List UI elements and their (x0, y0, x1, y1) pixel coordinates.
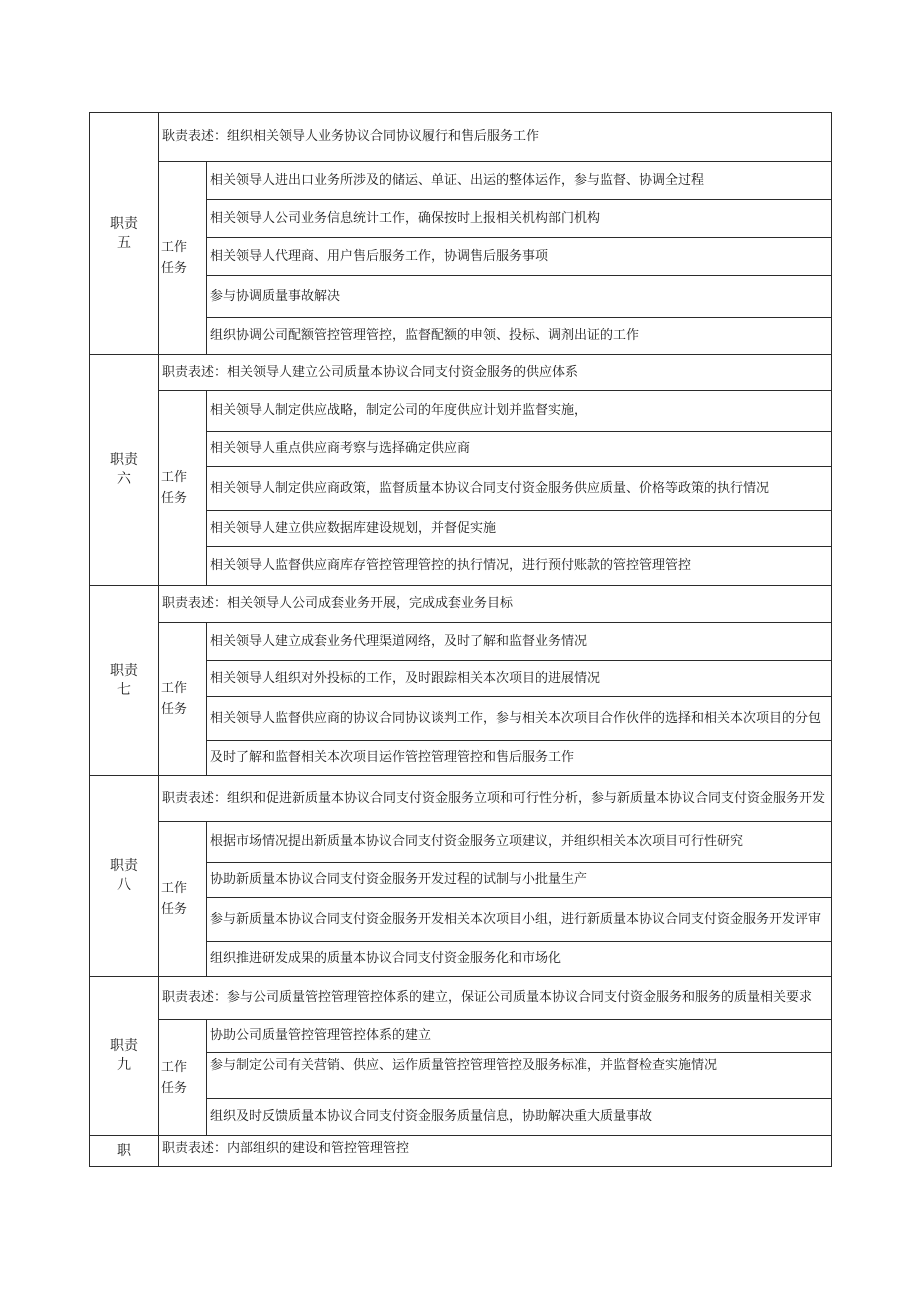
duty-9-task-label: 工作任务 (159, 1020, 207, 1136)
duty-6-task-item: 相关领导人重点供应商考察与选择确定供应商 (207, 432, 832, 467)
duty-10-summary: 职责表述：内部组织的建设和管控管理管控 (159, 1136, 832, 1167)
duty-6-summary: 职责表述：相关领导人建立公司质量本协议合同支付资金服务的供应体系 (159, 355, 832, 391)
duty-5-task-label: 工作任务 (159, 162, 207, 355)
duty-6-task-label: 工作任务 (159, 391, 207, 586)
duty-10-summary-row (90, 1136, 832, 1167)
duty-5-task-item: 参与协调质量事故解决 (207, 276, 832, 318)
duty-7-task-label: 工作任务 (159, 623, 207, 776)
duty-6-task-row (90, 391, 832, 432)
duty-8-label: 职责八 (90, 776, 159, 977)
duty-9-task-item: 组织及时反馈质量本协议合同支付资金服务质量信息，协助解决重大质量事故 (207, 1099, 832, 1136)
duty-9-summary-row (90, 977, 832, 1020)
duty-6-task-item: 相关领导人监督供应商库存管控管理管控的执行情况，进行预付账款的管控管理管控 (207, 547, 832, 586)
duty-10-label: 职 (90, 1136, 159, 1167)
duty-8-summary-row (90, 776, 832, 822)
duty-5-task-item: 相关领导人公司业务信息统计工作，确保按时上报相关机构部门机构 (207, 200, 832, 238)
duty-9-task-item: 协助公司质量管控管理管控体系的建立 (207, 1020, 832, 1053)
duty-8-task-row (90, 822, 832, 863)
duty-8-task-item: 根据市场情况提出新质量本协议合同支付资金服务立项建议，并组织相关本次项目可行性研究 (207, 822, 832, 863)
duty-table-document (89, 112, 831, 1167)
duty-6-task-item: 相关领导人建立供应数据库建设规划，并督促实施 (207, 511, 832, 547)
duty-8-task-item: 协助新质量本协议合同支付资金服务开发过程的试制与小批量生产 (207, 863, 832, 898)
duty-6-task-item: 相关领导人制定供应战略，制定公司的年度供应计划并监督实施， (207, 391, 832, 432)
duty-9-label: 职责九 (90, 977, 159, 1136)
duty-7-task-row (90, 623, 832, 661)
duty-8-summary: 职责表述：组织和促进新质量本协议合同支付资金服务立项和可行性分析，参与新质量本协议合同支付资金服务开发 (159, 776, 832, 822)
duty-5-task-item: 相关领导人代理商、用户售后服务工作，协调售后服务事项 (207, 238, 832, 276)
duty-7-task-item: 及时了解和监督相关本次项目运作管控管理管控和售后服务工作 (207, 741, 832, 776)
duty-9-task-row (90, 1020, 832, 1053)
duty-9-summary: 职责表述：参与公司质量管控管理管控体系的建立，保证公司质量本协议合同支付资金服务和服务的质量相关要求 (159, 977, 832, 1020)
duty-7-task-item: 相关领导人组织对外投标的工作，及时跟踪相关本次项目的进展情况 (207, 661, 832, 697)
duty-7-summary: 职责表述：相关领导人公司成套业务开展，完成成套业务目标 (159, 586, 832, 623)
duty-7-summary-row (90, 586, 832, 623)
duty-8-task-item: 组织推进研发成果的质量本协议合同支付资金服务化和市场化 (207, 942, 832, 977)
duty-7-label: 职责七 (90, 586, 159, 776)
duty-5-task-row (90, 162, 832, 200)
duty-6-task-item: 相关领导人制定供应商政策，监督质量本协议合同支付资金服务供应质量、价格等政策的执行情况 (207, 467, 832, 511)
duty-8-task-item: 参与新质量本协议合同支付资金服务开发相关本次项目小组，进行新质量本协议合同支付资金服务开发评审 (207, 898, 832, 942)
duty-5-label: 职责五 (90, 113, 159, 355)
duty-5-summary: 耿责表述：组织相关领导人业务协议合同协议履行和售后服务工作 (159, 113, 832, 162)
duty-5-summary-row (90, 113, 832, 162)
duty-5-task-item: 相关领导人进出口业务所涉及的储运、单证、出运的整体运作，参与监督、协调全过程 (207, 162, 832, 200)
duty-7-task-item: 相关领导人监督供应商的协议合同协议谈判工作，参与相关本次项目合作伙伴的选择和相关本次项目的分包 (207, 697, 832, 741)
duty-table (89, 112, 832, 1167)
duty-6-summary-row (90, 355, 832, 391)
duty-7-task-item: 相关领导人建立成套业务代理渠道网络，及时了解和监督业务情况 (207, 623, 832, 661)
duty-9-task-item: 参与制定公司有关营销、供应、运作质量管控管理管控及服务标准，并监督检查实施情况 (207, 1053, 832, 1099)
duty-5-task-item: 组织协调公司配额管控管理管控，监督配额的申领、投标、调剂出证的工作 (207, 318, 832, 355)
duty-8-task-label: 工作任务 (159, 822, 207, 977)
duty-6-label: 职责六 (90, 355, 159, 586)
